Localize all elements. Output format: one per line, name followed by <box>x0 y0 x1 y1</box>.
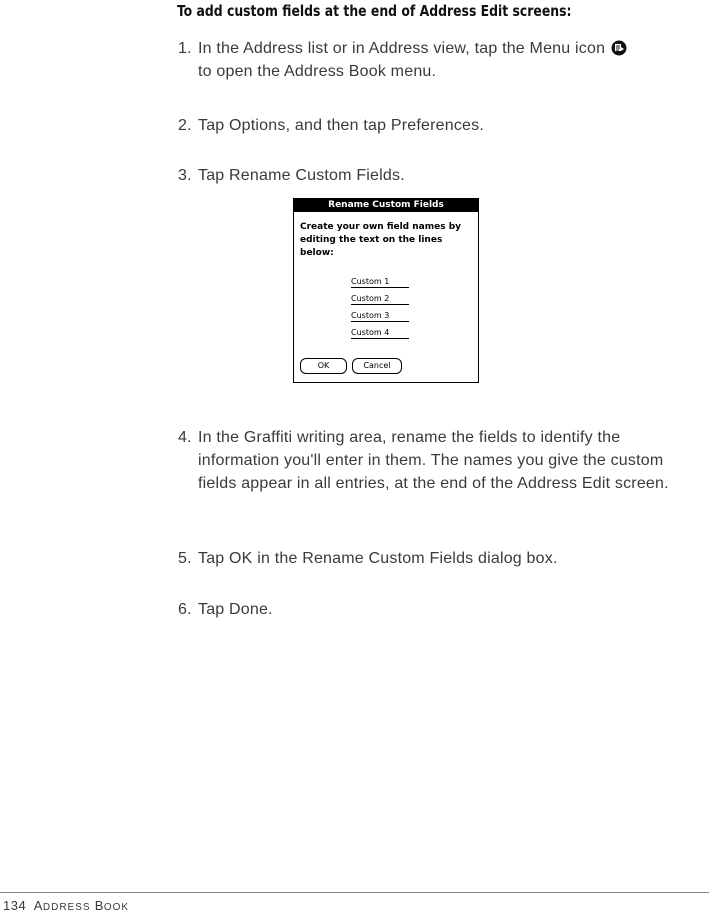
footer-divider <box>0 892 709 893</box>
step-number: 1. <box>178 40 192 57</box>
dialog-title: Rename Custom Fields <box>294 199 478 212</box>
step-text: In the Graffiti writing area, rename the fields to identify the information you'll enter in them. The names you give the custom fields appear in all entries, at the end of the Address Edit screen. <box>198 429 669 492</box>
custom-field-3[interactable]: Custom 3 <box>351 310 409 322</box>
dialog-instructions: Create your own field names by editing the text on the lines below: <box>300 222 462 258</box>
section-name: ADDRESS BOOK <box>33 898 130 913</box>
custom-field-2[interactable]: Custom 2 <box>351 293 409 305</box>
menu-icon <box>611 40 627 56</box>
step-number: 2. <box>178 117 192 134</box>
rename-custom-fields-dialog <box>293 198 479 383</box>
page-footer <box>3 898 129 913</box>
ok-button[interactable]: OK <box>300 358 347 374</box>
step-text: Tap Options, and then tap Preferences. <box>198 117 484 134</box>
cancel-button[interactable]: Cancel <box>352 358 402 374</box>
step-number: 3. <box>178 167 192 184</box>
custom-field-1[interactable]: Custom 1 <box>351 276 409 288</box>
step-text: Tap Rename Custom Fields. <box>198 167 405 184</box>
step-text-continued: to open the Address Book menu. <box>198 63 437 80</box>
section-heading: To add custom fields at the end of Address Edit screens: <box>177 2 572 20</box>
step-text: In the Address list or in Address view, tap the Menu icon <box>198 40 606 57</box>
step-number: 4. <box>178 429 192 446</box>
custom-field-4[interactable]: Custom 4 <box>351 327 409 339</box>
step-number: 5. <box>178 550 192 567</box>
step-text: Tap OK in the Rename Custom Fields dialog box. <box>198 550 558 567</box>
step-text: Tap Done. <box>198 601 273 618</box>
step-number: 6. <box>178 601 192 618</box>
page-number: 134 <box>3 898 27 913</box>
